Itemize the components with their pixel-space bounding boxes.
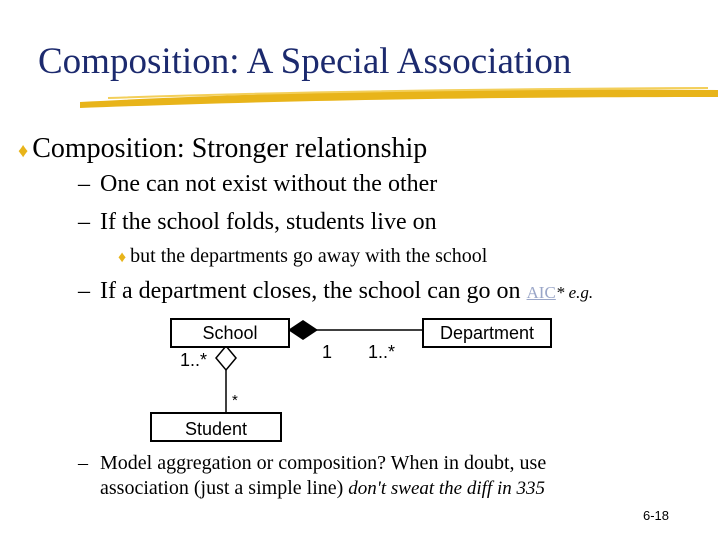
dash-bullet-icon: –	[78, 171, 90, 197]
multiplicity-composition-department: 1..*	[368, 342, 396, 362]
class-department[interactable]	[422, 318, 552, 348]
class-student[interactable]	[150, 412, 282, 442]
class-department-label: Department	[439, 323, 535, 343]
dash-bullet-icon: –	[78, 209, 90, 235]
hollow-diamond-icon	[216, 346, 236, 370]
sub-sub-bullet-text: but the departments go away with the school	[130, 245, 488, 267]
sub-bullet-4-line1: Model aggregation or composition? When in doubt, use	[100, 452, 547, 474]
sub-bullet-4	[78, 452, 546, 475]
class-school-label: School	[202, 323, 258, 343]
dash-bullet-icon: –	[78, 278, 90, 304]
class-school[interactable]	[170, 318, 290, 348]
diamond-bullet-icon: ♦	[18, 140, 29, 162]
sub-bullet-3-text: If a department closes, the school can go on	[100, 278, 521, 304]
multiplicity-student: *	[232, 392, 238, 409]
page-number: 6-18	[643, 508, 670, 523]
sub-bullet-4-cont	[100, 477, 545, 500]
sub-bullet-4-note: don't sweat the diff in 335	[348, 478, 545, 499]
sub-bullet-2-text: If the school folds, students live on	[100, 209, 437, 235]
multiplicity-school-aggregation: 1..*	[180, 350, 208, 370]
diamond-bullet-icon: ♦	[118, 249, 127, 266]
class-student-label: Student	[184, 419, 248, 439]
multiplicity-composition-school: 1	[322, 342, 333, 362]
sub-bullet-1-text: One can not exist without the other	[100, 171, 438, 197]
slide-title: Composition: A Special Association	[38, 41, 572, 82]
dash-bullet-icon: –	[78, 452, 88, 474]
aic-link[interactable]: AIC	[526, 283, 556, 302]
filled-diamond-icon	[288, 320, 318, 340]
aic-tail: * e.g.	[555, 283, 594, 302]
sub-bullet-4-line2: association (just a simple line)	[100, 477, 344, 499]
bullet-main-text: Composition: Stronger relationship	[32, 133, 428, 164]
